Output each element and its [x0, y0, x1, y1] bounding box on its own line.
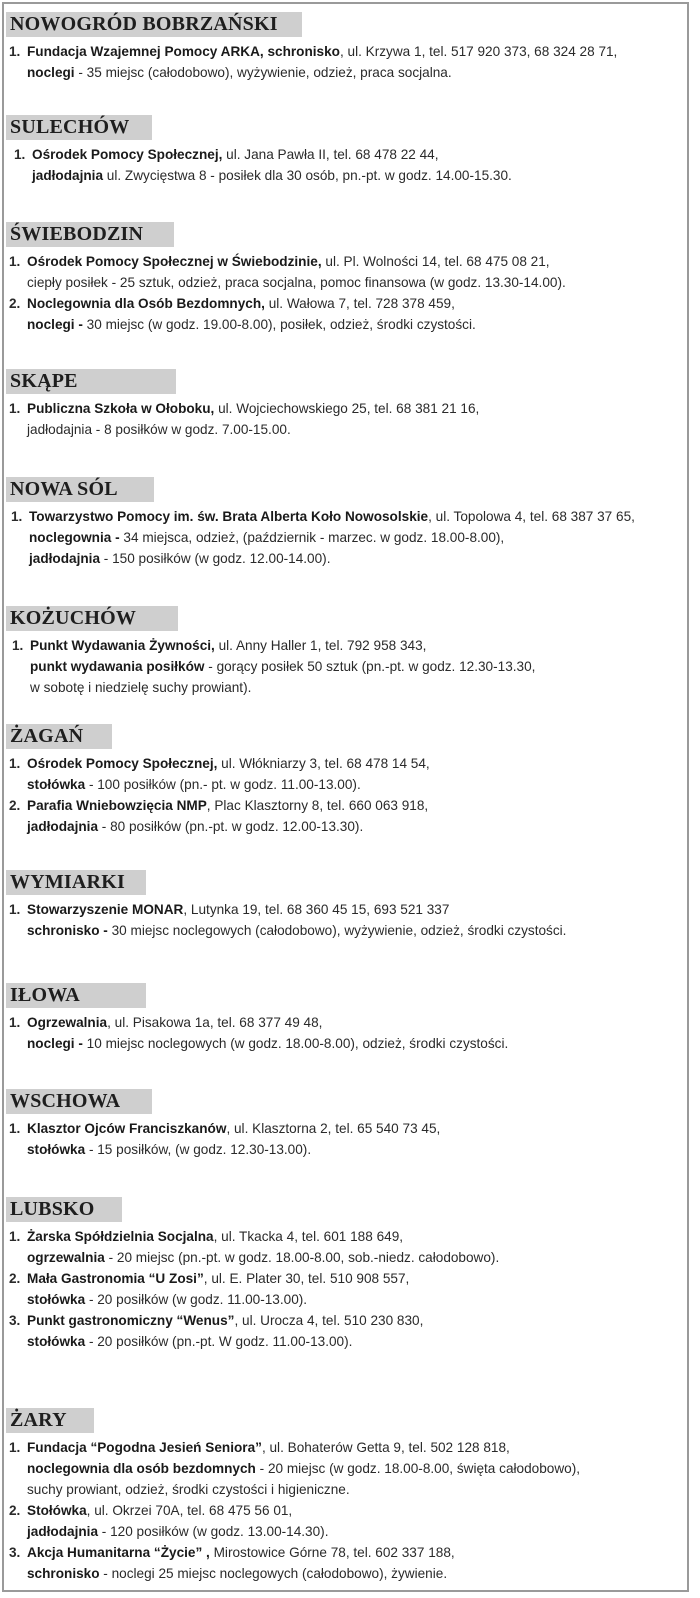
facility-details: - 20 posiłków (pn.-pt. W godz. 11.00-13.00). [85, 1334, 353, 1349]
facility-details: , ul. Urocza 4, tel. 510 230 830, [234, 1313, 424, 1328]
city-heading: NOWOGRÓD BOBRZAŃSKI [6, 12, 302, 37]
facility-item [9, 1226, 678, 1268]
facility-list [6, 251, 686, 335]
item-number: 3. [9, 1313, 21, 1328]
facility-name: Towarzystwo Pomocy im. św. Brata Alberta Koło Nowosolskie [29, 509, 429, 524]
facility-name: punkt wydawania posiłków [30, 659, 205, 674]
facility-item [9, 41, 678, 83]
item-line [27, 272, 678, 293]
item-content [27, 1500, 678, 1542]
item-line [27, 1542, 678, 1563]
facility-item [9, 251, 678, 293]
facility-list [6, 398, 686, 440]
facility-details: , ul. Topolowa 4, tel. 68 387 37 65, [428, 509, 635, 524]
facility-item [9, 1012, 678, 1054]
item-line [27, 774, 678, 795]
facility-item [9, 1268, 678, 1310]
facility-name: noclegi [27, 65, 75, 80]
facility-item [9, 1118, 678, 1160]
facility-name: Mała Gastronomia “U Zosi” [27, 1271, 204, 1286]
facility-name: ogrzewalnia [27, 1250, 105, 1265]
facility-item [9, 398, 678, 440]
facility-name: Ośrodek Pomocy Społecznej, [27, 756, 218, 771]
item-number: 2. [9, 798, 21, 813]
item-number: 1. [9, 254, 21, 269]
facility-name: jadłodajnia [27, 819, 99, 834]
facility-name: Noclegownia dla Osób Bezdomnych, [27, 296, 265, 311]
item-line [27, 795, 678, 816]
facility-details: ul. Pl. Wolności 14, tel. 68 475 08 21, [321, 254, 550, 269]
facility-name: Parafia Wniebowzięcia NMP [27, 798, 207, 813]
item-line [27, 1268, 678, 1289]
item-line [27, 1331, 678, 1352]
item-line [27, 419, 678, 440]
item-content [27, 41, 678, 83]
city-section [6, 1408, 686, 1584]
facility-details: - gorący posiłek 50 sztuk (pn.-pt. w godz. 12.30-13.30, [204, 659, 536, 674]
item-line [27, 1247, 678, 1268]
facility-name: jadłodajnia [29, 551, 101, 566]
facility-name: Punkt gastronomiczny “Wenus” [27, 1313, 235, 1328]
item-line [27, 41, 678, 62]
facility-details: , ul. Tkacka 4, tel. 601 188 649, [213, 1229, 404, 1244]
item-line [27, 251, 678, 272]
facility-details: ul. Jana Pawła II, tel. 68 478 22 44, [222, 147, 439, 162]
facility-item [9, 753, 678, 795]
city-heading: SULECHÓW [6, 115, 152, 140]
facility-details: - 120 posiłków (w godz. 13.00-14.30). [98, 1524, 329, 1539]
item-line [27, 1012, 678, 1033]
facility-details: - 15 posiłków, (w godz. 12.30-13.00). [85, 1142, 312, 1157]
item-line [27, 1289, 678, 1310]
item-content [32, 144, 678, 186]
facility-details: , ul. Okrzei 70A, tel. 68 475 56 01, [86, 1503, 293, 1518]
facility-details: ul. Wojciechowskiego 25, tel. 68 381 21 16, [214, 401, 480, 416]
item-line [32, 165, 678, 186]
item-line [27, 1437, 678, 1458]
facility-name: Stowarzyszenie MONAR [27, 902, 184, 917]
facility-item [9, 1437, 678, 1500]
city-heading: ŚWIEBODZIN [6, 222, 174, 247]
facility-details: w sobotę i niedzielę suchy prowiant). [30, 680, 252, 695]
item-number: 1. [9, 1440, 21, 1455]
facility-name: Fundacja “Pogodna Jesień Seniora” [27, 1440, 262, 1455]
item-line [29, 527, 678, 548]
facility-list [6, 1437, 686, 1584]
facility-name: noclegi - [27, 317, 83, 332]
facility-details: , Plac Klasztorny 8, tel. 660 063 918, [206, 798, 429, 813]
item-line [27, 1226, 678, 1247]
city-section [6, 606, 686, 698]
item-content [29, 506, 678, 569]
item-content [27, 398, 678, 440]
item-line [27, 1033, 678, 1054]
city-heading: SKĄPE [6, 369, 176, 394]
facility-details: - 20 posiłków (w godz. 11.00-13.00). [85, 1292, 308, 1307]
item-content [27, 795, 678, 837]
item-line [27, 62, 678, 83]
city-section [6, 1197, 686, 1352]
facility-name: Publiczna Szkoła w Ołoboku, [27, 401, 215, 416]
item-line [27, 1521, 678, 1542]
facility-name: schronisko [27, 1566, 100, 1581]
item-line [27, 1479, 678, 1500]
facility-name: Ośrodek Pomocy Społecznej w Świebodzinie, [27, 254, 322, 269]
item-number: 2. [9, 296, 21, 311]
item-line [27, 816, 678, 837]
facility-name: Stołówka [27, 1503, 87, 1518]
item-content [27, 1012, 678, 1054]
city-heading: NOWA SÓL [6, 477, 154, 502]
facility-name: stołówka [27, 1292, 86, 1307]
item-line [32, 144, 678, 165]
item-line [30, 635, 678, 656]
facility-details: - noclegi 25 miejsc noclegowych (całodobowo), żywienie. [99, 1566, 448, 1581]
facility-details: , ul. Krzywa 1, tel. 517 920 373, 68 324 28 71, [339, 44, 618, 59]
facility-details: , ul. Klasztorna 2, tel. 65 540 73 45, [226, 1121, 441, 1136]
city-section [6, 12, 686, 83]
facility-item [14, 144, 678, 186]
item-line [27, 1458, 678, 1479]
facility-list [6, 1118, 686, 1160]
item-line [27, 1310, 678, 1331]
facility-details: jadłodajnia - 8 posiłków w godz. 7.00-15.00. [27, 422, 291, 437]
item-number: 1. [9, 756, 21, 771]
city-section [6, 477, 686, 569]
facility-list [6, 41, 686, 83]
item-line [27, 1563, 678, 1584]
facility-name: Żarska Spółdzielnia Socjalna [27, 1229, 214, 1244]
facility-item [9, 293, 678, 335]
item-line [27, 293, 678, 314]
facility-details: - 80 posiłków (pn.-pt. w godz. 12.00-13.30). [98, 819, 364, 834]
facility-details: Mirostowice Górne 78, tel. 602 337 188, [209, 1545, 455, 1560]
facility-details: , ul. Bohaterów Getta 9, tel. 502 128 818, [261, 1440, 510, 1455]
item-content [27, 753, 678, 795]
facility-details: - 20 miejsc (pn.-pt. w godz. 18.00-8.00, sob.-niedz. całodobowo). [104, 1250, 500, 1265]
city-heading: ŻAGAŃ [6, 724, 112, 749]
city-section [6, 115, 686, 186]
facility-name: Akcja Humanitarna “Życie” , [27, 1545, 210, 1560]
facility-item [9, 1500, 678, 1542]
facility-details: 10 miejsc noclegowych (w godz. 18.00-8.00), odzież, środki czystości. [82, 1036, 509, 1051]
item-number: 1. [9, 1015, 21, 1030]
item-content [27, 1118, 678, 1160]
facility-list [6, 899, 686, 941]
item-line [27, 1139, 678, 1160]
facility-details: - 35 miejsc (całodobowo), wyżywienie, odzież, praca socjalna. [74, 65, 452, 80]
item-line [27, 920, 678, 941]
facility-details: suchy prowiant, odzież, środki czystości i higieniczne. [27, 1482, 350, 1497]
facility-details: 30 miejsc (w godz. 19.00-8.00), posiłek, odzież, środki czystości. [82, 317, 476, 332]
item-line [30, 656, 678, 677]
facility-details: ul. Włókniarzy 3, tel. 68 478 14 54, [217, 756, 430, 771]
item-content [27, 899, 678, 941]
item-number: 1. [9, 902, 21, 917]
item-content [27, 1437, 678, 1500]
item-line [29, 506, 678, 527]
facility-name: Ogrzewalnia [27, 1015, 108, 1030]
city-heading: WYMIARKI [6, 870, 146, 895]
facility-name: jadłodajnia [27, 1524, 99, 1539]
document-page [4, 4, 687, 1581]
facility-details: , ul. Pisakowa 1a, tel. 68 377 49 48, [107, 1015, 323, 1030]
city-heading: ŻARY [6, 1408, 94, 1433]
facility-name: stołówka [27, 777, 86, 792]
item-content [27, 251, 678, 293]
facility-list [6, 506, 686, 569]
facility-details: , ul. E. Plater 30, tel. 510 908 557, [203, 1271, 410, 1286]
facility-details: - 100 posiłków (pn.- pt. w godz. 11.00-13.00). [85, 777, 361, 792]
item-line [27, 753, 678, 774]
facility-details: 34 miejsca, odzież, (październik - marzec. w godz. 18.00-8.00), [119, 530, 505, 545]
facility-name: Punkt Wydawania Żywności, [30, 638, 215, 653]
city-section [6, 870, 686, 941]
facility-details: - 20 miejsc (w godz. 18.00-8.00, święta całodobowo), [255, 1461, 581, 1476]
item-content [27, 1226, 678, 1268]
facility-details: ul. Zwycięstwa 8 - posiłek dla 30 osób, pn.-pt. w godz. 14.00-15.30. [103, 168, 512, 183]
facility-name: Ośrodek Pomocy Społecznej, [32, 147, 223, 162]
facility-name: stołówka [27, 1334, 86, 1349]
city-heading: KOŻUCHÓW [6, 606, 178, 631]
item-content [27, 1310, 678, 1352]
item-line [29, 548, 678, 569]
facility-details: ul. Wałowa 7, tel. 728 378 459, [264, 296, 455, 311]
item-number: 1. [9, 401, 21, 416]
city-section [6, 724, 686, 837]
item-number: 1. [9, 1121, 21, 1136]
facility-details: ciepły posiłek - 25 sztuk, odzież, praca socjalna, pomoc finansowa (w godz. 13.30-14.00). [27, 275, 566, 290]
item-number: 3. [9, 1545, 21, 1560]
page-frame [2, 2, 689, 1592]
city-section [6, 369, 686, 440]
item-number: 1. [11, 509, 23, 524]
city-heading: WSCHOWA [6, 1089, 152, 1114]
facility-name: Klasztor Ojców Franciszkanów [27, 1121, 227, 1136]
item-line [27, 899, 678, 920]
item-number: 1. [12, 638, 24, 653]
item-content [27, 293, 678, 335]
facility-details: , Lutynka 19, tel. 68 360 45 15, 693 521 337 [183, 902, 450, 917]
facility-name: noclegownia - [29, 530, 120, 545]
facility-item [11, 506, 678, 569]
facility-item [9, 1542, 678, 1584]
item-line [30, 677, 678, 698]
facility-name: Fundacja Wzajemnej Pomocy ARKA, schronisko [27, 44, 340, 59]
item-content [30, 635, 678, 698]
item-number: 1. [14, 147, 26, 162]
facility-list [6, 144, 686, 186]
city-section [6, 1089, 686, 1160]
facility-list [6, 635, 686, 698]
city-heading: IŁOWA [6, 983, 146, 1008]
facility-list [6, 753, 686, 837]
item-number: 2. [9, 1271, 21, 1286]
city-section [6, 222, 686, 335]
item-content [27, 1542, 678, 1584]
facility-details: ul. Anny Haller 1, tel. 792 958 343, [214, 638, 427, 653]
facility-item [9, 899, 678, 941]
item-line [27, 314, 678, 335]
facility-list [6, 1226, 686, 1352]
facility-name: stołówka [27, 1142, 86, 1157]
facility-item [9, 1310, 678, 1352]
facility-name: noclegi - [27, 1036, 83, 1051]
facility-details: - 150 posiłków (w godz. 12.00-14.00). [100, 551, 331, 566]
item-number: 1. [9, 1229, 21, 1244]
item-line [27, 1500, 678, 1521]
facility-details: 30 miejsc noclegowych (całodobowo), wyżywienie, odzież, środki czystości. [107, 923, 567, 938]
facility-name: noclegownia dla osób bezdomnych [27, 1461, 256, 1476]
facility-item [9, 795, 678, 837]
item-line [27, 398, 678, 419]
facility-list [6, 1012, 686, 1054]
facility-name: jadłodajnia [32, 168, 104, 183]
facility-item [12, 635, 678, 698]
city-section [6, 983, 686, 1054]
item-number: 1. [9, 44, 21, 59]
item-number: 2. [9, 1503, 21, 1518]
item-line [27, 1118, 678, 1139]
facility-name: schronisko - [27, 923, 108, 938]
city-heading: LUBSKO [6, 1197, 122, 1222]
item-content [27, 1268, 678, 1310]
